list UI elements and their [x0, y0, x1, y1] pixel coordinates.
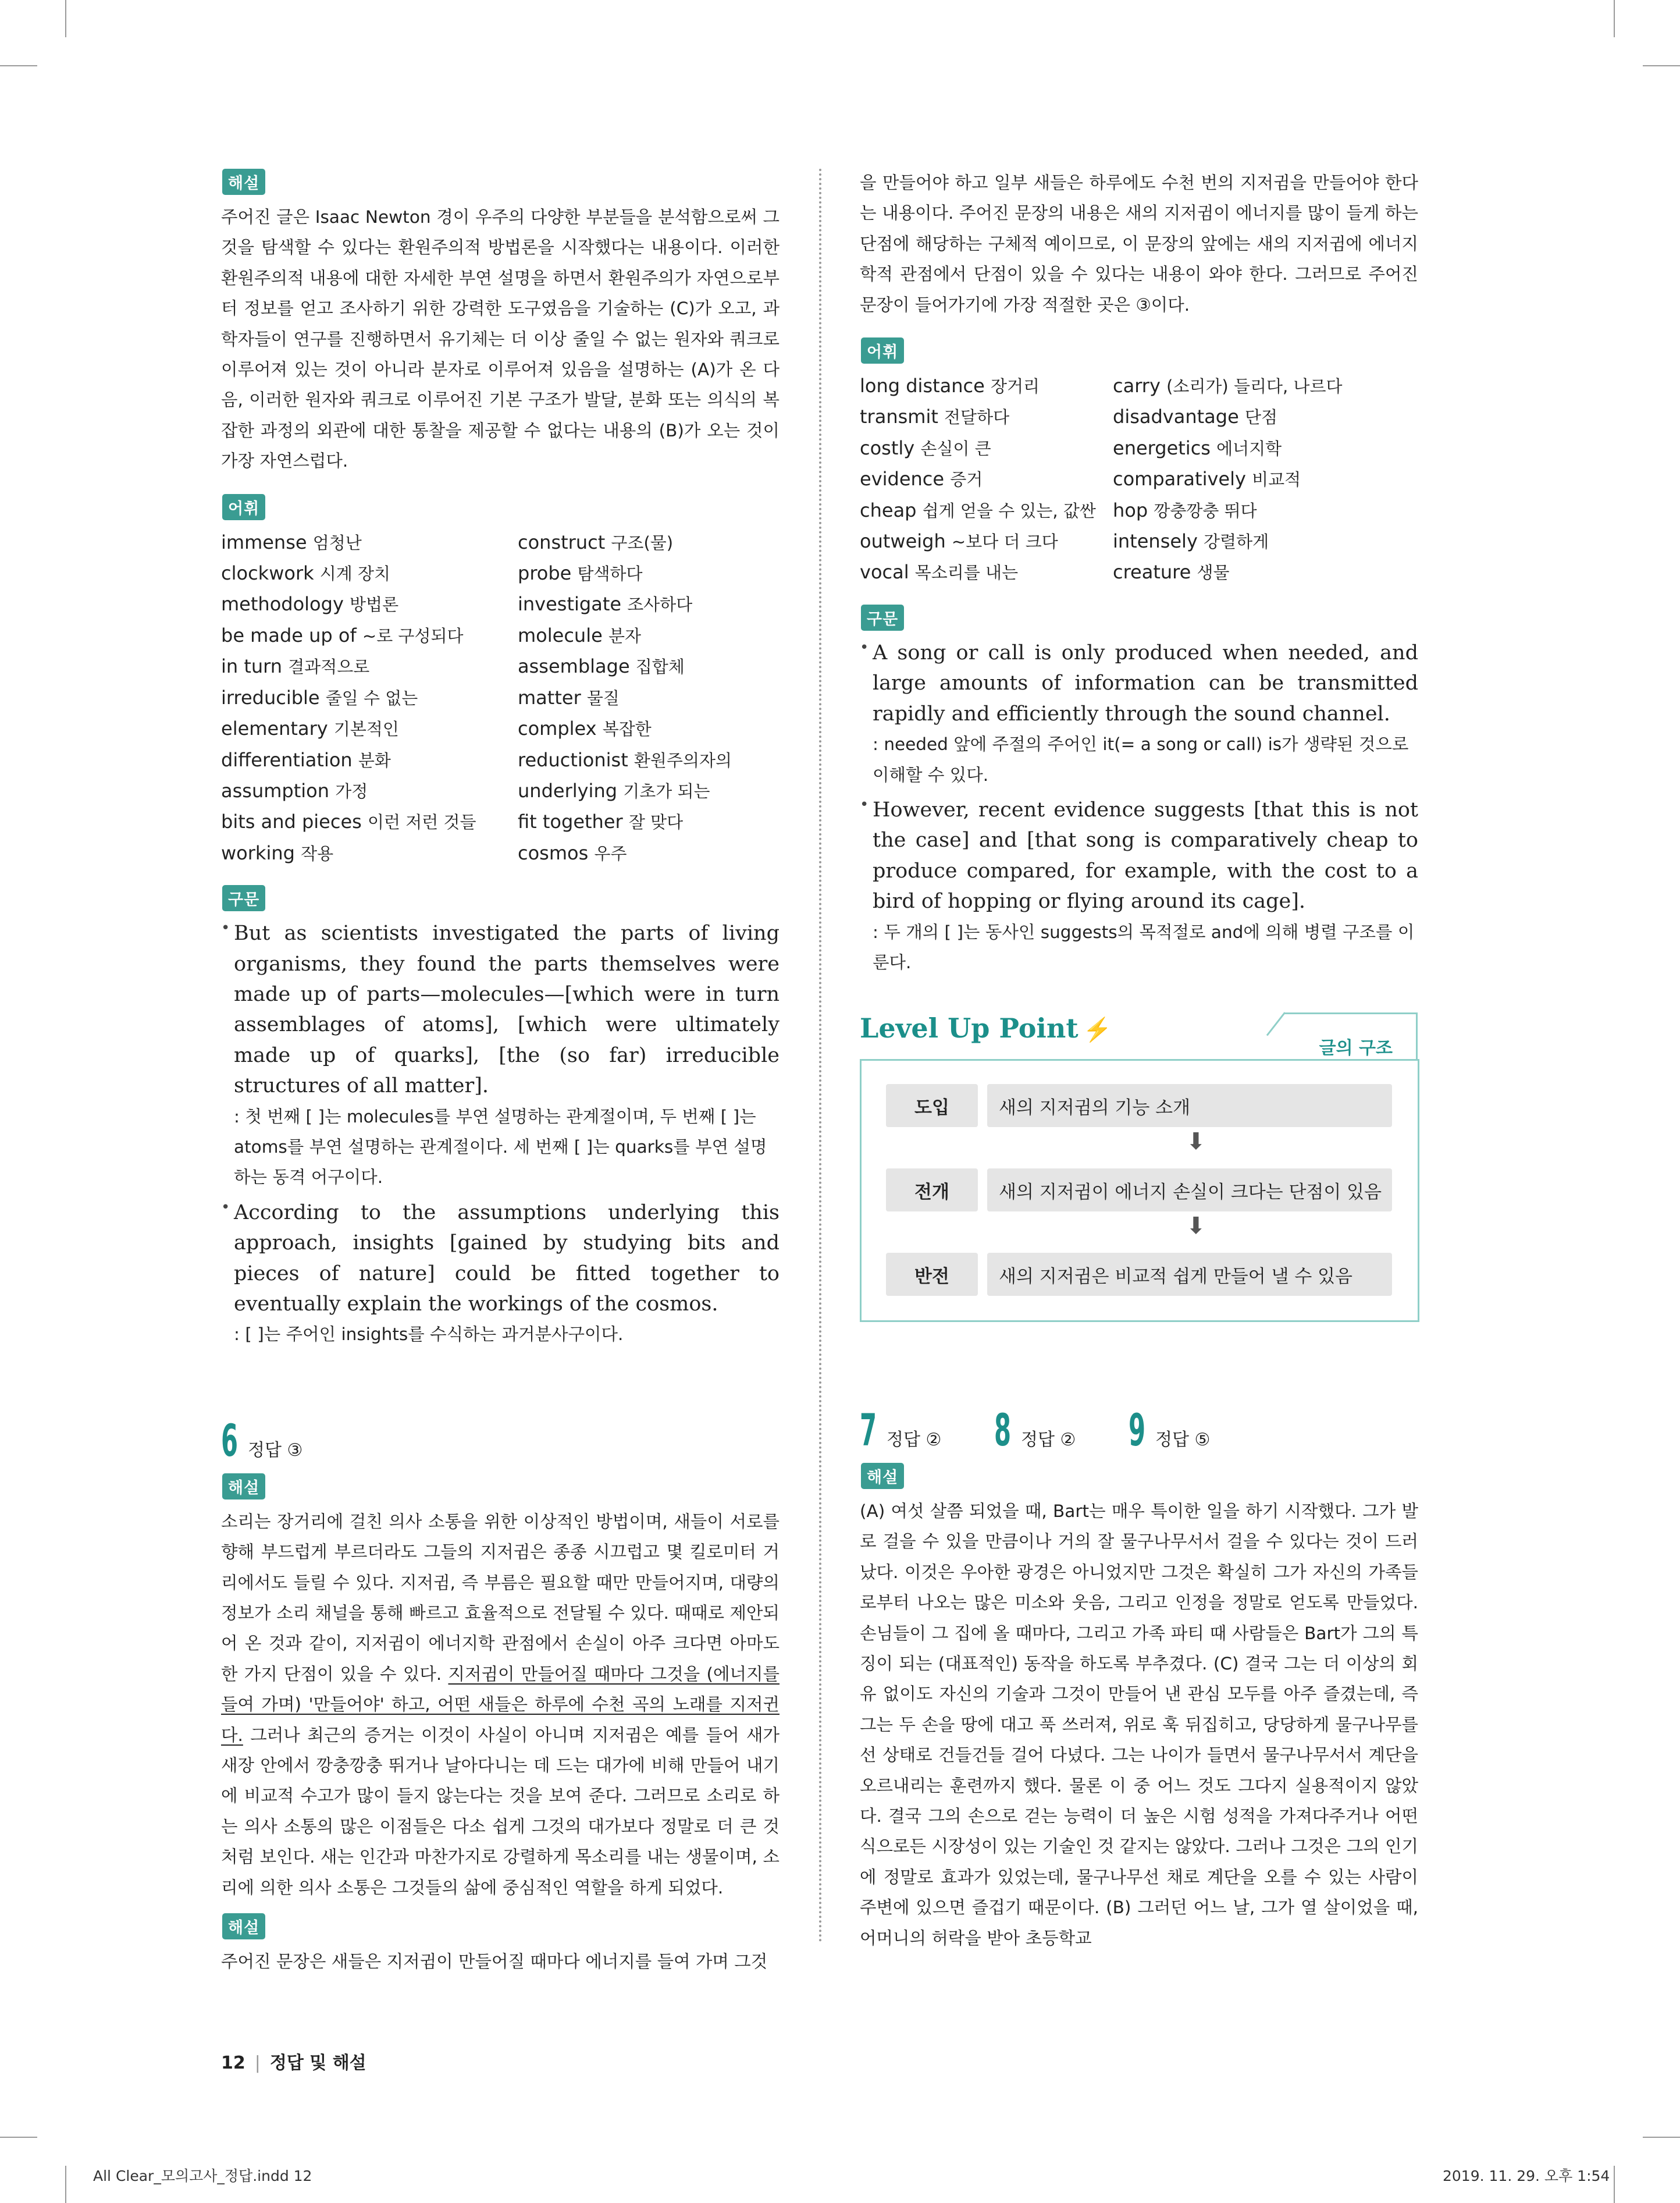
structure-value: 새의 지저귐이 에너지 손실이 크다는 단점이 있음	[987, 1168, 1392, 1211]
explanation-tag: 해설	[222, 1473, 265, 1500]
structure-key: 도입	[886, 1084, 978, 1127]
structure-row	[886, 1084, 1392, 1127]
vocab-item: matter 물질	[518, 686, 620, 709]
vocab-item: costly 손실이 큰	[860, 436, 991, 459]
level-up-title: Level Up Point ⚡	[860, 1012, 1112, 1044]
crop-mark	[1614, 0, 1615, 37]
vocab-item: clockwork 시계 장치	[221, 562, 391, 585]
vocab-item: cheap 쉽게 얻을 수 있는, 값싼	[860, 499, 1096, 521]
vocab-item: fit together 잘 맞다	[518, 811, 684, 833]
structure-value: 새의 지저귐의 기능 소개	[987, 1084, 1392, 1127]
syntax-sentence: • However, recent evidence suggests [that this is not the case] and [that song is comparatively cheap to produce compared, for example, with the cost to a bird of hopping or flying around its cage].	[873, 798, 1418, 914]
vocab-item: investigate 조사하다	[518, 593, 693, 616]
vocab-item: reductionist 환원주의자의	[518, 748, 732, 771]
structure-value: 새의 지저귐은 비교적 쉽게 만들어 낼 수 있음	[987, 1253, 1392, 1296]
question-number: 8	[994, 1404, 1012, 1456]
vocab-item: immense 엄청난	[221, 531, 362, 553]
vocab-item: irreducible 줄일 수 없는	[221, 686, 418, 709]
syntax-item	[221, 918, 780, 1193]
vocab-item: disadvantage 단점	[1113, 406, 1277, 428]
syntax-tag: 구문	[861, 605, 904, 631]
crop-mark	[65, 2166, 66, 2203]
vocab-item: long distance 장거리	[860, 375, 1040, 397]
vocab-item: differentiation 분화	[221, 748, 391, 771]
crop-mark	[1643, 2137, 1680, 2138]
vocab-list	[860, 371, 1418, 588]
left-column	[221, 169, 780, 1977]
vocab-item: energetics 에너지학	[1113, 436, 1282, 459]
syntax-sentence: • According to the assumptions underlying this approach, insights [gained by studying bits and pieces of nature] could be fitted together to eventually explain the workings of the cosmos.	[234, 1200, 780, 1316]
vocab-item: vocal 목소리를 내는	[860, 561, 1019, 584]
vocab-tag: 어휘	[222, 494, 265, 520]
page-number: 12	[221, 2053, 245, 2073]
vocab-item: assemblage 집합체	[518, 655, 685, 678]
question-number: 9	[1129, 1404, 1146, 1456]
vocab-item: evidence 증거	[860, 468, 983, 491]
question-answer: 정답 ②	[1021, 1430, 1076, 1450]
vocab-item: carry (소리가) 들리다, 나르다	[1113, 375, 1343, 397]
column-divider	[819, 169, 821, 1943]
syntax-item	[860, 795, 1418, 978]
vocab-item: methodology 방법론	[221, 593, 399, 616]
vocab-item: transmit 전달하다	[860, 406, 1010, 428]
vocab-item: comparatively 비교적	[1113, 468, 1301, 491]
explanation-text: 주어진 글은 Isaac Newton 경이 우주의 다양한 부분들을 분석함으로써 그것을 탐색할 수 있다는 환원주의적 방법론을 시작했다는 내용이다. 이러한 환원주의적 내용에 대한 자세한 부연 설명을 하면서 환원주의가 자연으로부터 정보를 얻고 조사하기 위한 강력한 도구였음을 기술하는 (C)가 오고, 과학자들이 연구를 진행하면서 유기체는 더 이상 줄일 수 없는 원자와 쿼크로 이루어져 있는 것이 아니라 분자로 이루어져 있음을 설명하는 (A)가 온 다음, 이러한 원자와 쿼크로 이루어진 기본 구조가 발달, 분화 또는 의식의 복잡한 과정의 외관에 대한 통찰을 제공할 수 없다는 내용의 (B)가 오는 것이 가장 자연스럽다.	[221, 207, 780, 471]
syntax-note: : [ ]는 주어인 insights를 수식하는 과거분사구이다.	[234, 1324, 624, 1345]
crop-mark	[0, 65, 37, 66]
arrow-down-icon: ⬇	[1186, 1128, 1206, 1155]
structure-key: 전개	[886, 1168, 978, 1211]
question-answer: 정답 ⑤	[1155, 1430, 1211, 1450]
crop-mark	[1614, 2166, 1615, 2203]
question-number: 7	[860, 1404, 877, 1456]
arrow-down-icon: ⬇	[1186, 1213, 1206, 1239]
vocab-item: molecule 분자	[518, 624, 641, 646]
vocab-list	[221, 527, 780, 869]
slug-file: All Clear_모의고사_정답.indd 12	[93, 2168, 312, 2184]
vocab-item: in turn 결과적으로	[221, 655, 370, 678]
structure-key: 반전	[886, 1253, 978, 1296]
vocab-item: cosmos 우주	[518, 841, 627, 864]
structure-label: 글의 구조	[1319, 1038, 1393, 1058]
vocab-item: bits and pieces 이런 저런 것들	[221, 811, 476, 833]
syntax-tag: 구문	[222, 885, 265, 911]
crop-mark	[0, 2137, 37, 2138]
structure-box	[860, 1059, 1419, 1322]
vocab-item: complex 복잡한	[518, 717, 652, 740]
syntax-item	[860, 638, 1418, 790]
question-answer: 정답 ②	[887, 1430, 942, 1450]
explanation-text: 주어진 문장은 새들은 지저귐이 만들어질 때마다 에너지를 들여 가며 그것	[221, 1952, 768, 1972]
crop-mark	[1643, 65, 1680, 66]
explanation-text: 을 만들어야 하고 일부 새들은 하루에도 수천 번의 지저귐을 만들어야 한다는 내용이다. 주어진 문장의 내용은 새의 지저귐이 에너지를 많이 들게 하는 단점에 해당하는 구체적 예이므로, 이 문장의 앞에는 새의 지저귐에 에너지학적 관점에서 단점이 있을 수 있다는 내용이 와야 한다. 그러므로 주어진 문장이 들어가기에 가장 적절한 곳은 ③이다.	[860, 173, 1418, 315]
vocab-item: underlying 기초가 되는	[518, 779, 710, 802]
lightning-icon: ⚡	[1083, 1016, 1112, 1043]
syntax-list	[860, 638, 1418, 978]
explanation-tag: 해설	[222, 1913, 265, 1939]
label-tab-slant	[1266, 1012, 1286, 1036]
syntax-item	[221, 1198, 780, 1350]
vocab-item: hop 깡충깡충 뛰다	[1113, 499, 1257, 521]
translation-text: 소리는 장거리에 걸친 의사 소통을 위한 이상적인 방법이며, 새들이 서로를 향해 부드럽게 부르더라도 그들의 지저귐은 종종 시끄럽고 몇 킬로미터 거리에서도 들릴 수 있다. 지저귐, 즉 부름은 필요할 때만 만들어지며, 대량의 정보가 소리 채널을 통해 빠르고 효율적으로 전달될 수 있다. 때때로 제안되어 온 것과 같이, 지저귐이 에너지학 관점에서 손실이 아주 크다면 아마도 한 가지 단점이 있을 수 있다. 지저귐이 만들어질 때마다 그것을 (에너지를 들여 가며) '만들어야' 하고, 어떤 새들은 하루에 수천 곡의 노래를 지저귄다. 그러나 최근의 증거는 이것이 사실이 아니며 지저귐은 예를 들어 새가 새장 안에서 깡충깡충 뛰거나 날아다니는 데 드는 대가에 비해 만들어 내기에 비교적 수고가 많이 들지 않는다는 것을 보여 준다. 그러므로 소리로 하는 의사 소통의 많은 이점들은 다소 쉽게 그것의 대가보다 정말로 더 큰 것처럼 보인다. 새는 인간과 마찬가지로 강렬하게 목소리를 내는 생물이며, 소리에 의한 의사 소통은 그것들의 삶에 중심적인 역할을 하게 되었다.	[221, 1511, 780, 1898]
q789-section	[860, 1404, 1419, 1953]
vocab-item: probe 탐색하다	[518, 562, 643, 585]
vocab-item: working 작용	[221, 841, 334, 864]
right-column	[860, 168, 1418, 982]
question-number: 6	[221, 1414, 239, 1466]
syntax-list	[221, 918, 780, 1350]
footer-title: 정답 및 해설	[269, 2053, 366, 2073]
underlined-sentence: 지저귐이 만들어질 때마다 그것을 (에너지를 들여 가며) '만들어야' 하고, 어떤 새들은 하루에 수천 곡의 노래를 지저귄다.	[221, 1664, 780, 1745]
vocab-item: outweigh ~보다 더 크다	[860, 530, 1058, 553]
syntax-sentence: • A song or call is only produced when needed, and large amounts of information can be transmitted rapidly and efficiently through the sound channel.	[873, 641, 1418, 726]
syntax-note: : 두 개의 [ ]는 동사인 suggests의 목적절로 and에 의해 병렬 구조를 이룬다.	[873, 922, 1415, 972]
question-answer: 정답 ③	[248, 1440, 303, 1461]
vocab-item: elementary 기본적인	[221, 717, 399, 740]
syntax-sentence: • But as scientists investigated the parts of living organisms, they found the parts themselves were made up of parts—molecules—[which were in turn assemblages of atoms], [which were ultimately made up of quarks], [the (so far) irreducible structures of all matter].	[234, 922, 780, 1098]
explanation-tag: 해설	[861, 1463, 904, 1489]
slug-date: 2019. 11. 29. 오후 1:54	[1443, 2168, 1610, 2184]
vocab-item: creature 생물	[1113, 561, 1230, 584]
translation-text: (A) 여섯 살쯤 되었을 때, Bart는 매우 특이한 일을 하기 시작했다. 그가 발로 걸을 수 있을 만큼이나 거의 잘 물구나무서서 걸을 수 있다는 것이 드러났다. 이것은 우아한 광경은 아니었지만 그것은 확실히 그가 자신의 가족들로부터 나오는 많은 미소와 웃음, 그리고 인정을 정말로 얻도록 만들었다. 손님들이 그 집에 올 때마다, 그리고 가족 파티 때 사람들은 Bart가 그의 특징이 되는 (대표적인) 동작을 하도록 부추겼다. (C) 결국 그는 더 이상의 회유 없이도 자신의 기술과 그것이 만들어 낸 관심 모두를 아주 즐겼는데, 즉 그는 두 손을 땅에 대고 푹 쓰러져, 위로 훅 뒤집히고, 당당하게 물구나무를 선 상태로 건들건들 걸어 다녔다. 그는 나이가 들면서 물구나무서서 계단을 오르내리는 훈련까지 했다. 물론 이 중 어느 것도 그다지 실용적이지 않았다. 결국 그의 손으로 걷는 능력이 더 높은 시험 성적을 가져다주거나 어떤 식으로든 시장성이 있는 기술인 것 같지는 않았다. 그러나 그것은 그의 인기에 정말로 효과가 있었는데, 물구나무선 채로 계단을 오를 수 있는 사람이 주변에 있으면 즐겁기 때문이다. (B) 그러던 어느 날, 그가 열 살이었을 때, 어머니의 허락을 받아 초등학교	[860, 1501, 1419, 1948]
syntax-note: : 첫 번째 [ ]는 molecules를 부연 설명하는 관계절이며, 두 번째 [ ]는 atoms를 부연 설명하는 관계절이다. 세 번째 [ ]는 quarks를 부연 설명하는 동격 어구이다.	[234, 1106, 767, 1188]
explanation-tag: 해설	[222, 169, 265, 195]
vocab-item: construct 구조(물)	[518, 531, 674, 553]
vocab-tag: 어휘	[861, 337, 904, 364]
syntax-note: : needed 앞에 주절의 주어인 it(= a song or call) is가 생략된 것으로 이해할 수 있다.	[873, 734, 1409, 785]
structure-row	[886, 1168, 1392, 1211]
structure-row	[886, 1253, 1392, 1296]
page-footer: 12 | 정답 및 해설	[221, 2053, 366, 2073]
vocab-item: intensely 강렬하게	[1113, 530, 1269, 553]
answers-header	[860, 1404, 1418, 1456]
crop-mark	[65, 0, 66, 37]
vocab-item: assumption 가정	[221, 779, 368, 802]
level-up-point	[860, 1012, 1418, 1322]
question-6-header	[221, 1414, 780, 1466]
vocab-item: be made up of ~로 구성되다	[221, 624, 464, 646]
